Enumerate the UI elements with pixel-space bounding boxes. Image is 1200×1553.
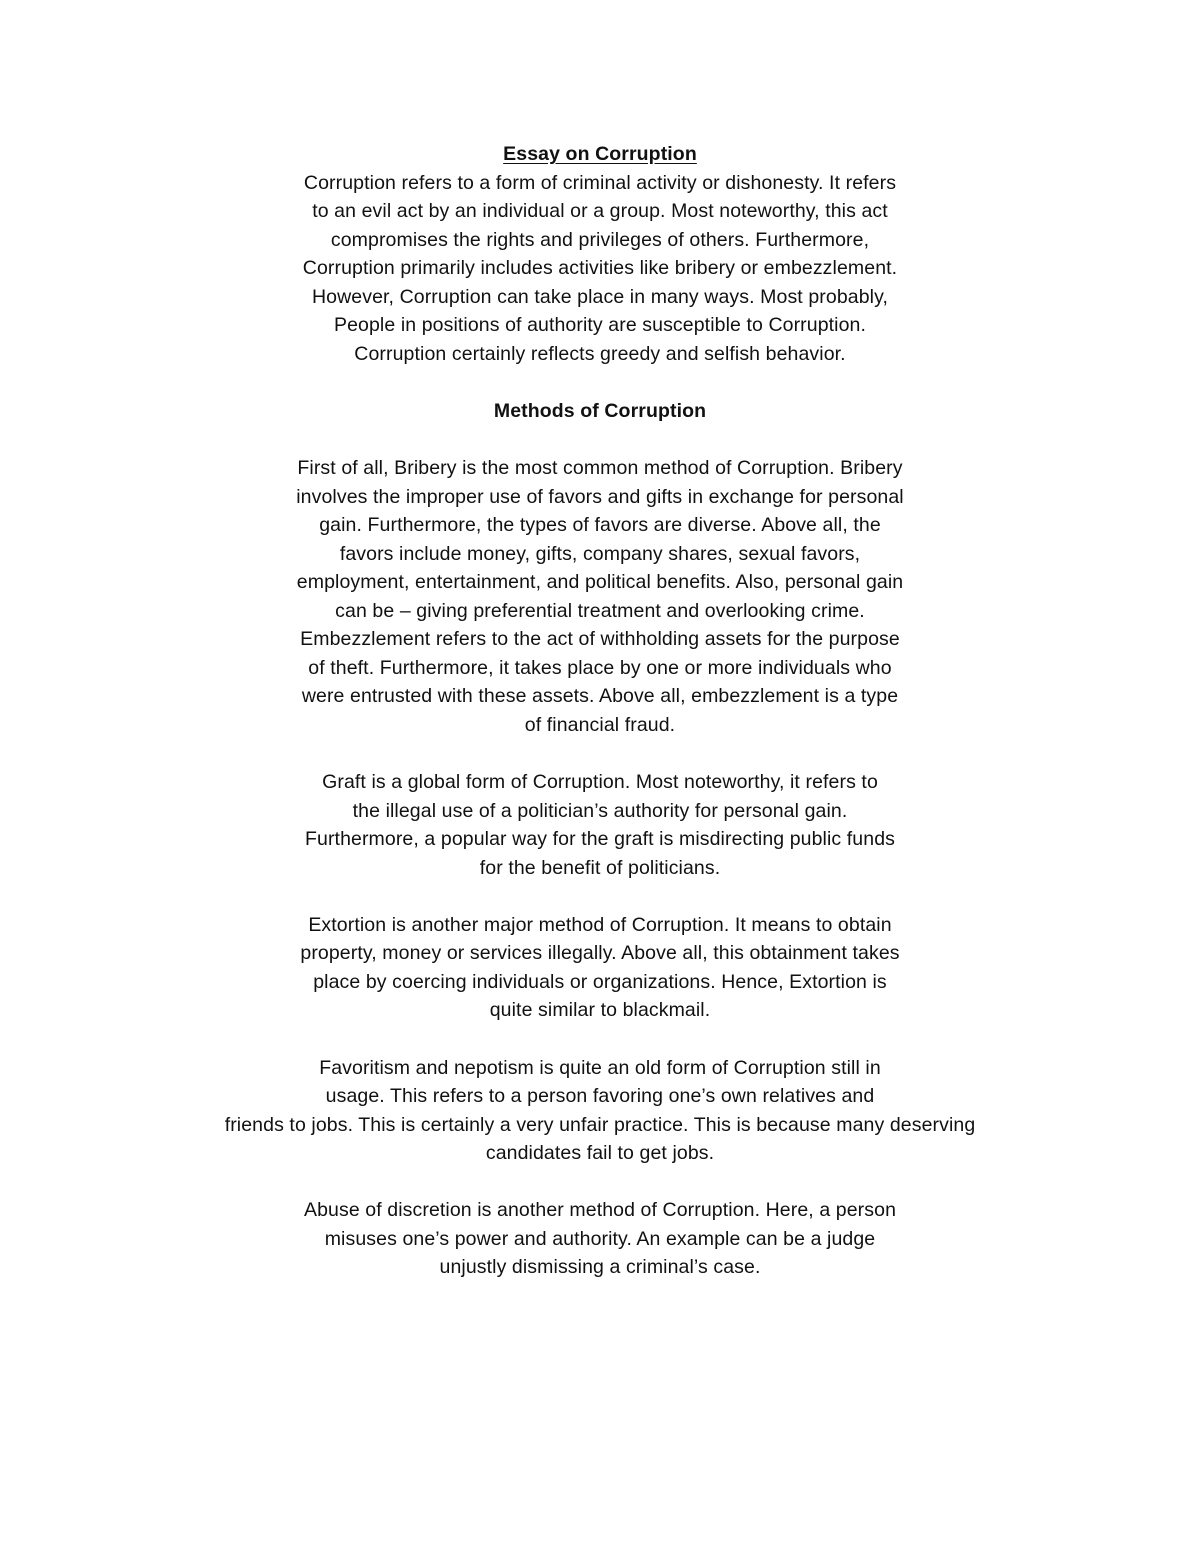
extortion-paragraph [100,911,1100,1025]
text-line: employment, entertainment, and political benefits. Also, personal gain [296,571,904,594]
text-line: involves the improper use of favors and gifts in exchange for personal [296,485,904,508]
text-line: First of all, Bribery is the most common method of Corruption. Bribery [297,457,903,480]
text-line: Favoritism and nepotism is quite an old form of Corruption still in [319,1056,881,1079]
text-line: misuses one’s power and authority. An example can be a judge [324,1227,876,1250]
text-line: the illegal use of a politician’s authority for personal gain. [352,799,848,822]
essay-body [100,140,1100,1282]
text-line: were entrusted with these assets. Above all, embezzlement is a type [301,685,899,708]
text-line: Abuse of discretion is another method of Corruption. Here, a person [303,1199,897,1222]
section-heading-methods: Methods of Corruption [493,399,707,422]
text-line: Corruption primarily includes activities like bribery or embezzlement. [302,257,898,280]
text-line: quite similar to blackmail. [489,999,711,1022]
text-line: People in positions of authority are susceptible to Corruption. [333,314,867,337]
text-line: usage. This refers to a person favoring one’s own relatives and [325,1085,875,1108]
graft-paragraph [100,768,1100,882]
favoritism-paragraph [100,1054,1100,1168]
text-line: Furthermore, a popular way for the graft is misdirecting public funds [305,828,895,851]
text-line: Corruption certainly reflects greedy and selfish behavior. [354,342,846,365]
text-line: favors include money, gifts, company shares, sexual favors, [339,542,861,565]
discretion-paragraph [100,1196,1100,1282]
text-line: However, Corruption can take place in many ways. Most probably, [311,285,889,308]
text-line: of financial fraud. [524,713,676,736]
paragraph-spacer [100,882,1100,911]
text-line: for the benefit of politicians. [479,856,721,879]
text-line: Graft is a global form of Corruption. Most noteworthy, it refers to [322,771,878,794]
text-line: Extortion is another major method of Corruption. It means to obtain [308,913,892,936]
text-line: unjustly dismissing a criminal’s case. [439,1256,761,1279]
bribery-paragraph [100,454,1100,739]
text-line: place by coercing individuals or organizations. Hence, Extortion is [313,970,887,993]
paragraph-spacer [100,368,1100,397]
text-line: Corruption refers to a form of criminal activity or dishonesty. It refers [303,171,897,194]
text-line: property, money or services illegally. Above all, this obtainment takes [300,942,900,965]
text-line: to an evil act by an individual or a group. Most noteworthy, this act [312,200,888,223]
text-line: candidates fail to get jobs. [485,1142,715,1165]
text-line: Embezzlement refers to the act of withholding assets for the purpose [300,628,900,651]
essay-title: Essay on Corruption [503,143,697,165]
paragraph-spacer [100,739,1100,768]
intro-paragraph [100,169,1100,369]
text-line: gain. Furthermore, the types of favors are diverse. Above all, the [319,514,881,537]
paragraph-spacer [100,425,1100,454]
text-line: can be – giving preferential treatment and overlooking crime. [335,599,865,622]
text-line: friends to jobs. This is certainly a very unfair practice. This is because many deserving [224,1113,976,1136]
paragraph-spacer [100,1025,1100,1054]
text-line: of theft. Furthermore, it takes place by one or more individuals who [308,656,892,679]
paragraph-spacer [100,1168,1100,1197]
text-line: compromises the rights and privileges of others. Furthermore, [330,228,870,251]
